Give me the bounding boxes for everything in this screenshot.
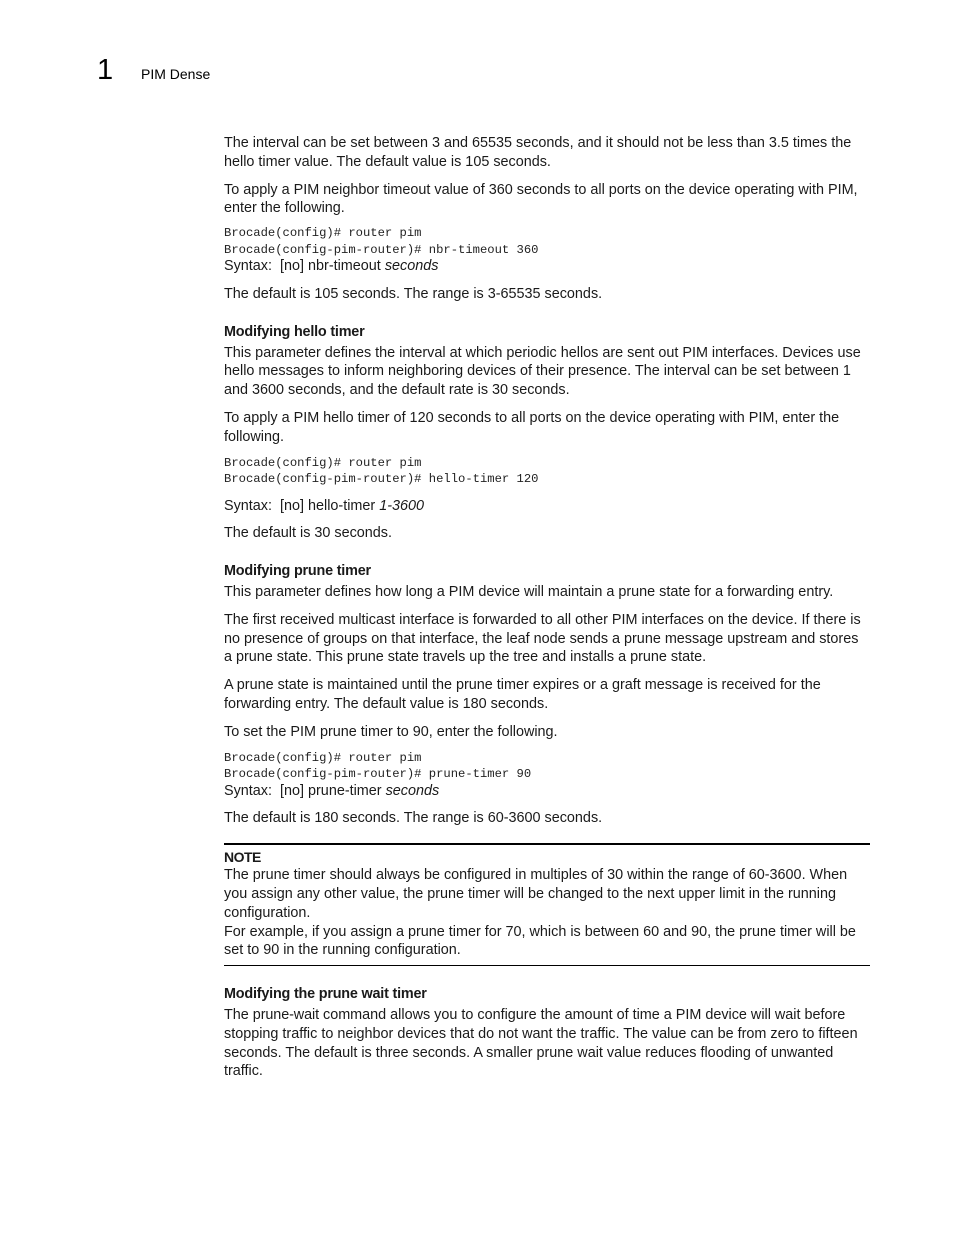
code-block-hello-timer: Brocade(config)# router pim Brocade(config-pim-router)# hello-timer 120: [224, 455, 539, 487]
intro-paragraph-1: The interval can be set between 3 and 65535 seconds, and it should not be less than 3.5 times the hello timer value. The default value is 105 seconds.: [224, 135, 852, 170]
prune-wait-text-pre: The: [224, 1006, 253, 1023]
syntax-command: hello-timer: [308, 497, 376, 514]
code-block-nbr-timeout: Brocade(config)# router pim Brocade(config-pim-router)# nbr-timeout 360: [224, 226, 539, 257]
syntax-command: prune-timer: [308, 782, 382, 799]
code-block-prune-timer: Brocade(config)# router pim Brocade(config-pim-router)# prune-timer 90: [224, 750, 532, 782]
syntax-label: Syntax:: [224, 782, 272, 799]
prune-paragraph-2: The first received multicast interface is forwarded to all other PIM interfaces on the device. If there is no presence of groups on that interface, the leaf node sends a prune message upstream and stores a prune state. This prune state travels up the tree and installs a prune state.: [224, 611, 861, 666]
default-hello-timer: The default is 30 seconds.: [224, 525, 392, 542]
heading-hello-timer: Modifying hello timer: [224, 323, 365, 340]
syntax-hello-timer: [224, 497, 870, 516]
prune-wait-paragraph: [224, 1006, 870, 1081]
hello-paragraph-2: To apply a PIM hello timer of 120 seconds to all ports on the device operating with PIM, enter the following.: [224, 409, 840, 445]
syntax-prune-timer: [224, 782, 870, 801]
syntax-command: nbr-timeout: [308, 258, 381, 275]
page-header: [0, 0, 954, 100]
heading-prune-timer: Modifying prune timer: [224, 563, 371, 580]
default-prune-timer: The default is 180 seconds. The range is 60-3600 seconds.: [224, 810, 603, 827]
default-nbr-timeout: The default is 105 seconds. The range is 3-65535 seconds.: [224, 285, 603, 302]
syntax-nbr-timeout: [224, 257, 870, 276]
chapter-number: 1: [97, 54, 114, 86]
syntax-no: [no]: [280, 258, 305, 275]
heading-prune-wait-timer: Modifying the prune wait timer: [224, 986, 427, 1003]
prune-paragraph-1: This parameter defines how long a PIM device will maintain a prune state for a forwarding entry.: [224, 583, 834, 600]
syntax-no: [no]: [280, 782, 305, 799]
hello-paragraph-1: This parameter defines the interval at which periodic hellos are sent out PIM interfaces. Devices use hello messages to inform neighboring devices of their presence. The interval can be set between 1 and 3600 seconds, and the default rate is 30 seconds.: [224, 344, 861, 399]
prune-wait-text-post: command allows you to configure the amount of time a PIM device will wait before stopping traffic to neighbor devices that do not want the traffic. The value can be from zero to fifteen seconds. The default is three seconds. A smaller prune wait value reduces flooding of unwanted traffic.: [224, 1006, 858, 1080]
syntax-argument: 1-3600: [379, 497, 425, 514]
note-paragraph-1: The prune timer should always be configured in multiples of 30 within the range of 60-3600. When you assign any other value, the prune timer will be changed to the next upper limit in the running configuration.: [224, 867, 848, 921]
prune-paragraph-4: To set the PIM prune timer to 90, enter the following.: [224, 723, 558, 740]
note-box: [224, 843, 870, 966]
syntax-label: Syntax:: [224, 258, 272, 275]
prune-paragraph-3: A prune state is maintained until the prune timer expires or a graft message is received for the forwarding entry. The default value is 180 seconds.: [224, 677, 821, 712]
chapter-title: PIM Dense: [141, 66, 211, 82]
syntax-no: [no]: [280, 497, 305, 514]
intro-paragraph-2: To apply a PIM neighbor timeout value of 360 seconds to all ports on the device operating with PIM, enter the following.: [224, 181, 858, 217]
note-label: NOTE: [224, 849, 261, 866]
prune-wait-command: prune-wait: [252, 1006, 319, 1023]
syntax-argument: seconds: [384, 258, 439, 275]
syntax-argument: seconds: [385, 782, 440, 799]
main-content: [224, 134, 870, 1090]
note-paragraph-2: For example, if you assign a prune timer for 70, which is between 60 and 90, the prune timer will be set to 90 in the running configuration.: [224, 923, 856, 959]
syntax-label: Syntax:: [224, 497, 272, 514]
